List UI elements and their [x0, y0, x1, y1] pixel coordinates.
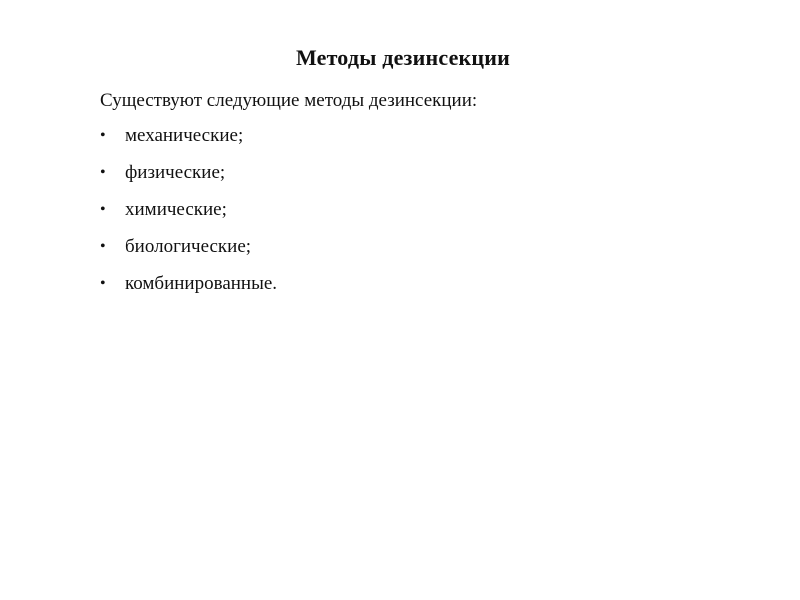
bullet-icon: • [100, 164, 106, 181]
page-title: Методы дезинсекции [295, 45, 511, 70]
method-mechanical: механические; [125, 125, 244, 146]
list-item [100, 198, 277, 235]
bullet-icon: • [100, 201, 106, 218]
bullet-icon: • [100, 127, 106, 144]
bullet-icon: • [100, 275, 106, 292]
methods-list [100, 124, 277, 309]
bullet-icon: • [100, 238, 106, 255]
list-item [100, 124, 277, 161]
method-physical: физические; [125, 162, 226, 183]
intro-text: Существуют следующие методы дезинсекции: [100, 90, 478, 111]
method-combined: комбинированные. [125, 273, 278, 294]
list-item [100, 235, 277, 272]
list-item [100, 161, 277, 198]
list-item [100, 272, 277, 309]
method-chemical: химические; [125, 199, 227, 220]
method-biological: биологические; [125, 236, 252, 257]
